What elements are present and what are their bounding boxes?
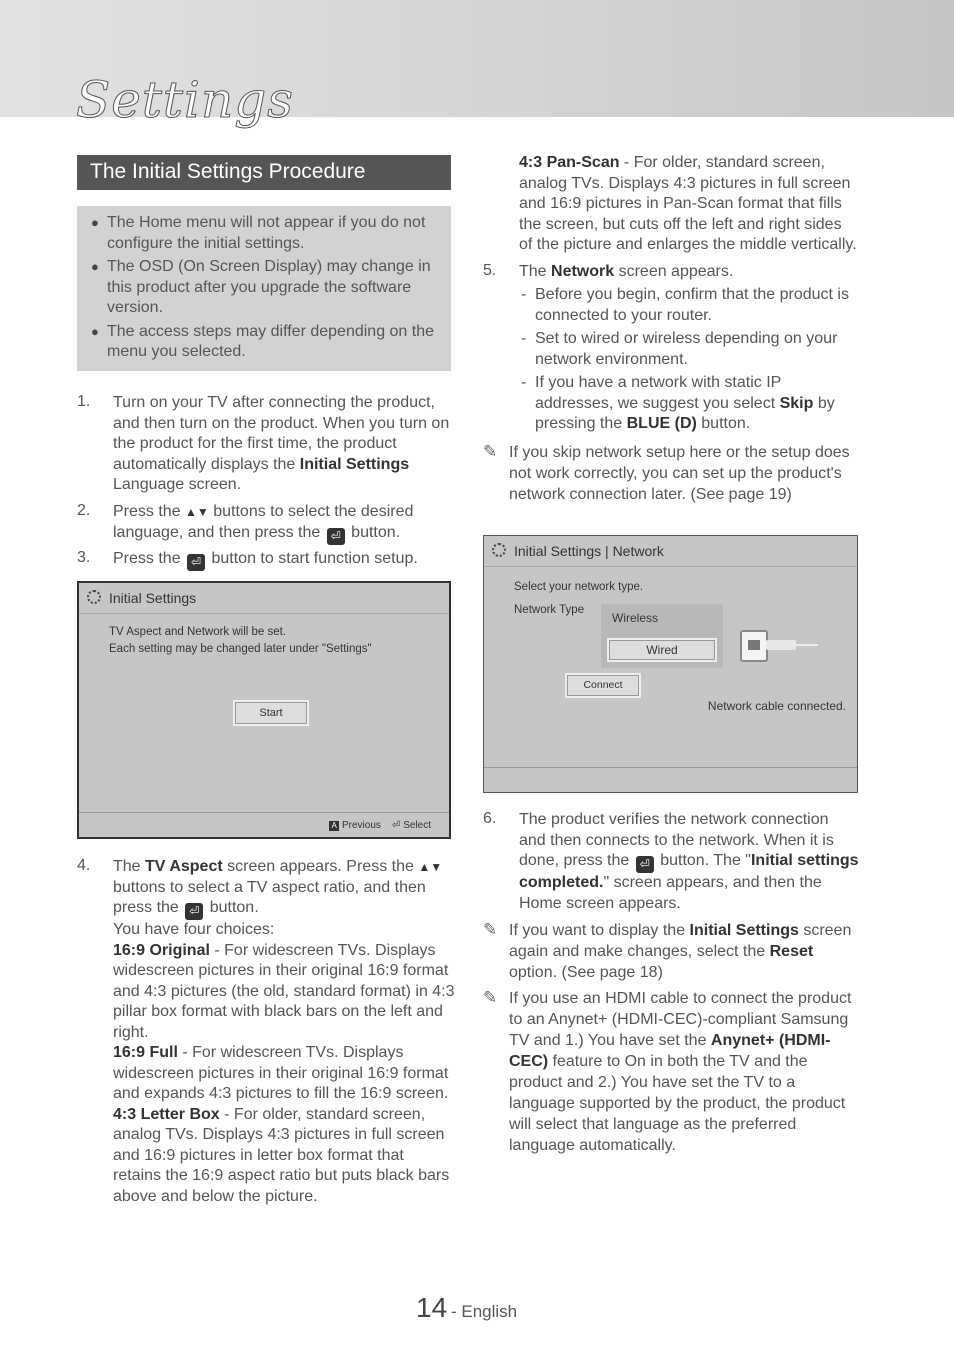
screen-footer: [79, 812, 449, 837]
note-item: ● The Home menu will not appear if you do not configure the initial settings.: [91, 213, 437, 254]
memo-skip: ✎ If you skip network setup here or the setup does not work correctly, you can set up the product's network connection later. (See page 19): [483, 442, 850, 503]
screen-title: Initial Settings | Network: [514, 543, 664, 559]
step-number: 5.: [483, 262, 497, 279]
dash-item: - If you have a network with static IP addresses, we suggest you select Skip by pressing the BLUE (D) button.: [521, 374, 835, 432]
option-wireless[interactable]: Wireless: [612, 611, 659, 625]
dash-item: - Before you begin, confirm that the product is connected to your router.: [521, 286, 849, 324]
step-number: 3.: [77, 549, 91, 566]
up-down-arrows-icon: ▲▼: [185, 505, 209, 519]
step-number: 4.: [77, 857, 91, 874]
up-down-arrows-icon: ▲▼: [418, 860, 443, 874]
dash-item: - Set to wired or wireless depending on your network environment.: [521, 330, 838, 368]
network-dash-list: [521, 285, 859, 435]
step-text: Press the ⏎ button to start function setup.: [113, 550, 418, 569]
network-type-label: Network Type: [514, 604, 585, 616]
memo-reset: ✎ If you want to display the Initial Settings screen again and make changes, select the Reset option. (See page 18): [483, 920, 852, 981]
gear-icon: [492, 543, 506, 557]
start-button[interactable]: Start: [235, 702, 307, 724]
network-status: Network cable connected.: [707, 699, 846, 713]
screen-header: [484, 536, 857, 567]
network-prompt: Select your network type.: [514, 581, 644, 593]
screen-header: [79, 583, 449, 614]
step-text: The Network screen appears.: [519, 263, 734, 280]
step-text: The product verifies the network connection and then connects to the network. When it is done, press the ⏎ button. The "Initial settings completed." screen appears, and then the Home screen appears.: [519, 811, 859, 912]
step-text: Turn on your TV after connecting the product, and then turn on the product. When you turn on the product for the first time, the product automatically displays the Initial Settings Language screen.: [113, 394, 450, 493]
choice-item: 16:9 Original - For widescreen TVs. Displays widescreen pictures in their original 16:9 format and 4:3 pictures (the old, standard format) in 4:3 pillar box format with black bars on the left and right.: [113, 941, 455, 1041]
lan-cable-icon: [740, 630, 768, 662]
section-title: The Initial Settings Procedure: [77, 155, 451, 190]
step-number: 2.: [77, 502, 91, 519]
option-wired[interactable]: Wired: [609, 640, 715, 660]
enter-button-icon: ⏎: [327, 528, 345, 545]
note-pencil-icon: ✎: [483, 442, 498, 462]
screen-title: Initial Settings: [109, 590, 197, 606]
enter-button-icon: ⏎: [185, 903, 203, 920]
select-key-icon: ⏎: [392, 820, 401, 831]
note-item: ● The OSD (On Screen Display) may change in this product after you upgrade the software version.: [91, 257, 437, 319]
screen-footer: [484, 767, 857, 792]
note-pencil-icon: ✎: [483, 988, 498, 1008]
gear-icon: [87, 590, 101, 604]
memo-hdmi: ✎ If you use an HDMI cable to connect the product to an Anynet+ (HDMI-CEC)-compliant Samsung TV and 1.) You have set the Anynet+ (HDMI-CEC) feature to On in both the TV and the product and 2.) You have set the TV to a language supported by the product, the product will select that language as the preferred language automatically.: [483, 988, 852, 1154]
network-settings-screen: [483, 535, 858, 793]
page-number: 14: [416, 1292, 448, 1323]
enter-button-icon: ⏎: [187, 554, 205, 571]
connect-button[interactable]: Connect: [567, 675, 639, 696]
screen-message: TV Aspect and Network will be set. Each setting may be changed later under "Settings": [109, 626, 372, 655]
chapter-title: Settings: [76, 71, 294, 129]
note-item: ● The access steps may differ depending on the menu you selected.: [91, 322, 437, 363]
previous-hint[interactable]: Previous: [342, 820, 381, 831]
note-box: [77, 206, 451, 371]
step-number: 6.: [483, 810, 497, 827]
step-text: Press the ▲▼ buttons to select the desired language, and then press the ⏎ button.: [113, 503, 414, 543]
enter-button-icon: ⏎: [636, 856, 654, 873]
cable-wire: [796, 644, 818, 646]
cable-plug-icon: [766, 640, 796, 650]
select-hint[interactable]: Select: [403, 820, 431, 831]
choice-item: 16:9 Full - For widescreen TVs. Displays widescreen pictures in their original 16:9 format and expands 4:3 pictures to fill the 16:9 screen.: [113, 1044, 449, 1102]
page-language: - English: [451, 1302, 518, 1321]
a-key-icon: A: [329, 821, 339, 831]
initial-settings-screen: [77, 581, 451, 839]
note-pencil-icon: ✎: [483, 920, 498, 940]
step-number: 1.: [77, 393, 91, 410]
choice-item: 4:3 Letter Box - For older, standard screen, analog TVs. Displays 4:3 pictures in full screen and 16:9 pictures in letter box format that retains the 16:9 aspect ratio but puts black bars above and below the picture.: [113, 1105, 450, 1205]
network-type-list: [601, 604, 723, 668]
choice-item: 4:3 Pan-Scan - For older, standard screen, analog TVs. Displays 4:3 pictures in full screen and 16:9 pictures in Pan-Scan format that fills the screen, but cuts off the left and right sides of the picture and enlarges the middle vertically.: [519, 154, 857, 253]
step-text: The TV Aspect screen appears. Press the ▲▼ buttons to select a TV aspect ratio, and then press the ⏎ button. You have four choices: 16:9 Original - For widescreen TVs. Displays widescreen pictures in their original 16:9 format and 4:3 pictures (the old, standard format) in 4:3 pillar box format with black bars on the left and right. 16:9 Full - For widescreen TVs. Displays widescreen pictures in their original 16:9 format and expands 4:3 pictures to fill the 16:9 screen. 4:3 Letter Box - For older, standard screen, analog TVs. Displays 4:3 pictures in full screen and 16:9 pictures in letter box format that retains the 16:9 aspect ratio but puts black bars above and below the picture.: [113, 857, 455, 1207]
